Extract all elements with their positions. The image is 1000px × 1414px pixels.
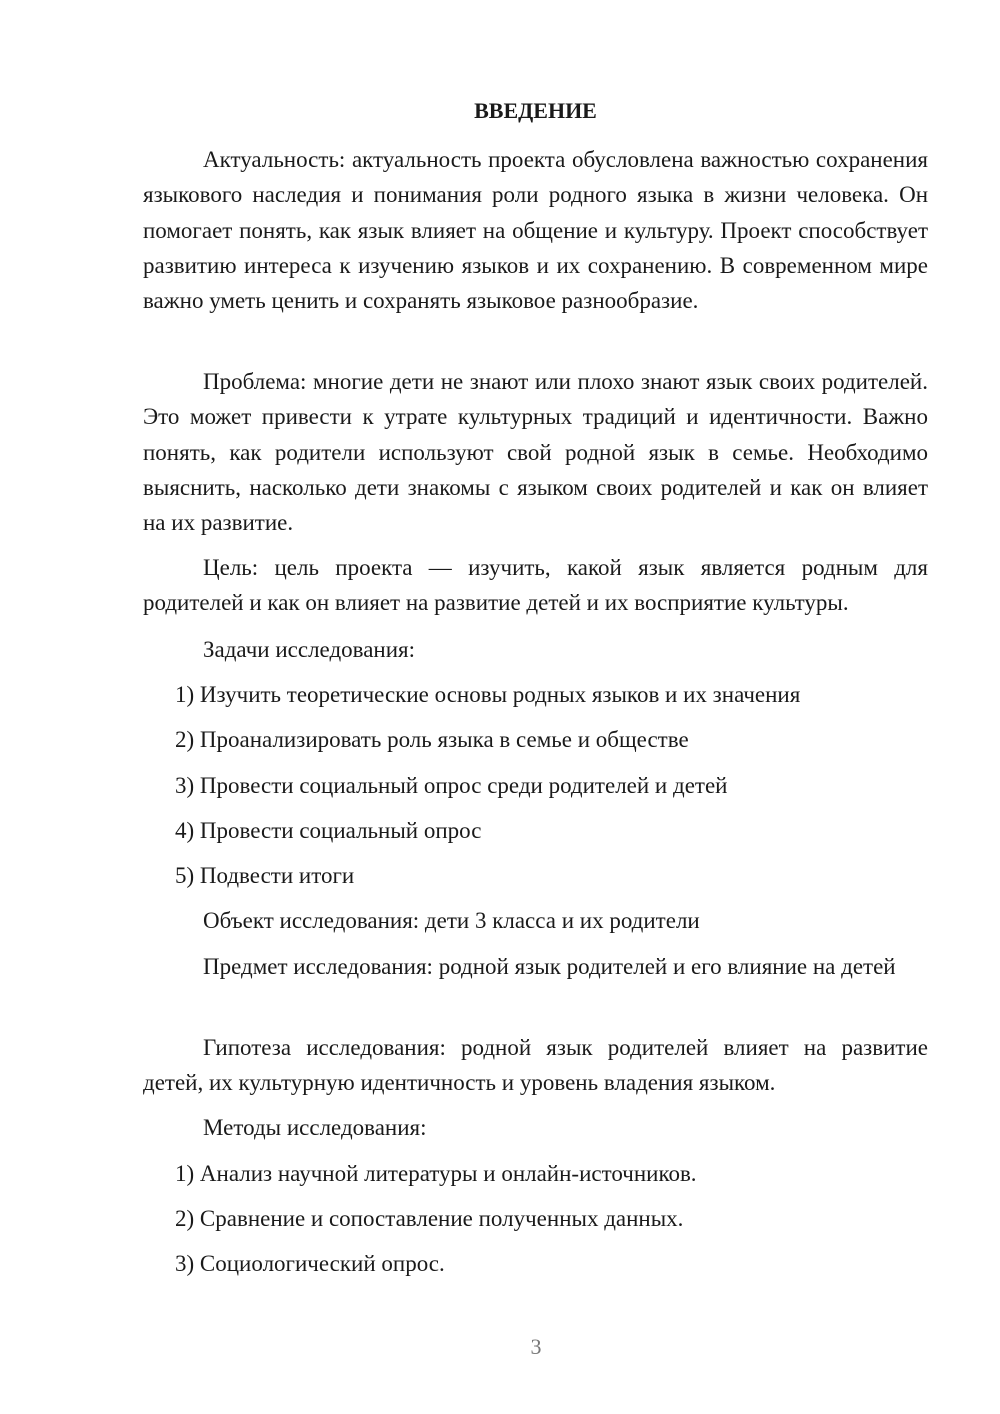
problem-paragraph: Проблема: многие дети не знают или плохо знают язык своих родителей. Это может привести к утрате культурных традиций и идентичности. Важно понять, как родители используют свой родной язык в семье. Необходимо выяснить, насколько дети знакомы с языком своих родителей и как он влияет на их развитие. bbox=[143, 369, 928, 536]
research-object: Объект исследования: дети 3 класса и их родители bbox=[203, 908, 700, 933]
method-item: 3) Социологический опрос. bbox=[175, 1251, 445, 1276]
method-item: 1) Анализ научной литературы и онлайн-источников. bbox=[175, 1161, 697, 1186]
tasks-heading: Задачи исследования: bbox=[203, 637, 416, 662]
relevance-paragraph: Актуальность: актуальность проекта обусловлена важностью сохранения языкового наследия и понимания роли родного языка в жизни человека. Он помогает понять, как язык влияет на общение и культуру. Проект способствует развитию интереса к изучению языков и их сохранению. В современном мире важно уметь ценить и сохранять языковое разнообразие. bbox=[143, 147, 928, 314]
task-item: 3) Провести социальный опрос среди родителей и детей bbox=[175, 773, 728, 798]
goal-paragraph: Цель: цель проекта — изучить, какой язык является родным для родителей и как он влияет на развитие детей и их восприятие культуры. bbox=[143, 555, 928, 616]
method-item: 2) Сравнение и сопоставление полученных данных. bbox=[175, 1206, 684, 1231]
page-number: 3 bbox=[530, 1334, 542, 1359]
methods-heading: Методы исследования: bbox=[203, 1115, 427, 1140]
task-item: 4) Провести социальный опрос bbox=[175, 818, 482, 843]
task-item: 2) Проанализировать роль языка в семье и обществе bbox=[175, 727, 689, 752]
research-hypothesis: Гипотеза исследования: родной язык родителей влияет на развитие детей, их культурную идентичность и уровень владения языком. bbox=[143, 1035, 928, 1096]
page-title: ВВЕДЕНИЕ bbox=[474, 98, 597, 123]
task-item: 1) Изучить теоретические основы родных языков и их значения bbox=[175, 682, 801, 707]
task-item: 5) Подвести итоги bbox=[175, 863, 355, 888]
research-subject: Предмет исследования: родной язык родителей и его влияние на детей bbox=[203, 954, 896, 979]
